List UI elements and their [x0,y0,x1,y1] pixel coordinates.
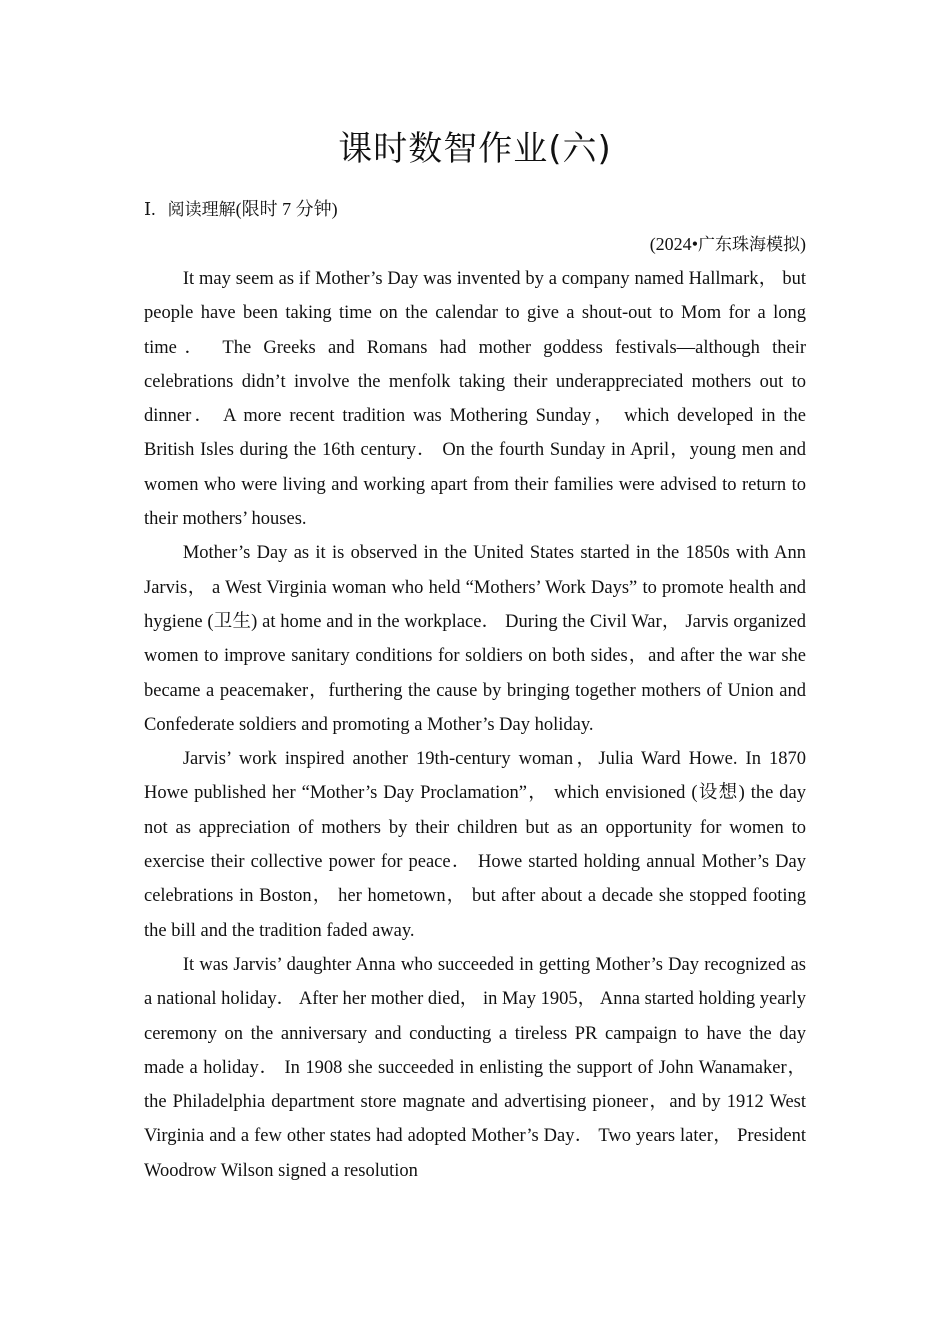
section-header [144,192,806,227]
section-heading: 阅读理解 [167,200,236,220]
source-citation [144,227,806,262]
source-year: (2024 [649,234,692,254]
section-time-limit: (限时 7 分钟) [235,199,338,219]
passage-paragraph-4: It was Jarvis’ daughter Anna who succeeded in getting Mother’s Day recognized as a national holiday． After her mother died， in May 1905， Anna started holding yearly ceremony on the anniversary and conducting a tireless PR campaign to have the day made a holiday． In 1908 she succeeded in enlisting the support of John Wanamaker， the Philadelphia department store magnate and advertising pioneer，and by 1912 West Virginia and a few other states had adopted Mother’s Day． Two years later， President Woodrow Wilson signed a resolution [144,954,806,1181]
page-title: 课时数智作业(六) [338,129,612,169]
source-close: ) [800,234,806,254]
document-page [144,120,806,1188]
source-place: 广东珠海模拟 [698,235,800,255]
passage-paragraph-2: Mother’s Day as it is observed in the United States started in the 1850s with Ann Jarvis， a West Virginia woman who held “Mothers’ Work Days” to promote health and hygiene (卫生) at home and in the workplace． During the Civil War， Jarvis organized women to improve sanitary conditions for soldiers on both sides，and after the war she became a peacemaker，furthering the cause by bringing together mothers of Union and Confederate soldiers and promoting a Mother’s Day holiday. [144,543,806,735]
source-dot: • [691,234,698,254]
passage-paragraph-1: It may seem as if Mother’s Day was invented by a company named Hallmark， but people have been taking time on the calendar to give a shout-out to Mom for a long time． The Greeks and Romans had mother goddess festivals—although their celebrations didn’t involve the menfolk taking their underappreciated mothers out to dinner． A more recent tradition was Mothering Sunday， which developed in the British Isles during the 16th century． On the fourth Sunday in April，young men and women who were living and working apart from their families were advised to return to their mothers’ houses. [144,269,806,530]
passage-paragraph-3: Jarvis’ work inspired another 19th-century woman，Julia Ward Howe. In 1870 Howe published her “Mother’s Day Proclamation”， which envisioned (设想) the day not as appreciation of mothers by their children but as an opportunity for women to exercise their collective power for peace． Howe started holding annual Mother’s Day celebrations in Boston， her hometown， but after about a decade she stopped footing the bill and the tradition faded away. [144,749,806,941]
section-number: Ⅰ. [144,199,156,219]
